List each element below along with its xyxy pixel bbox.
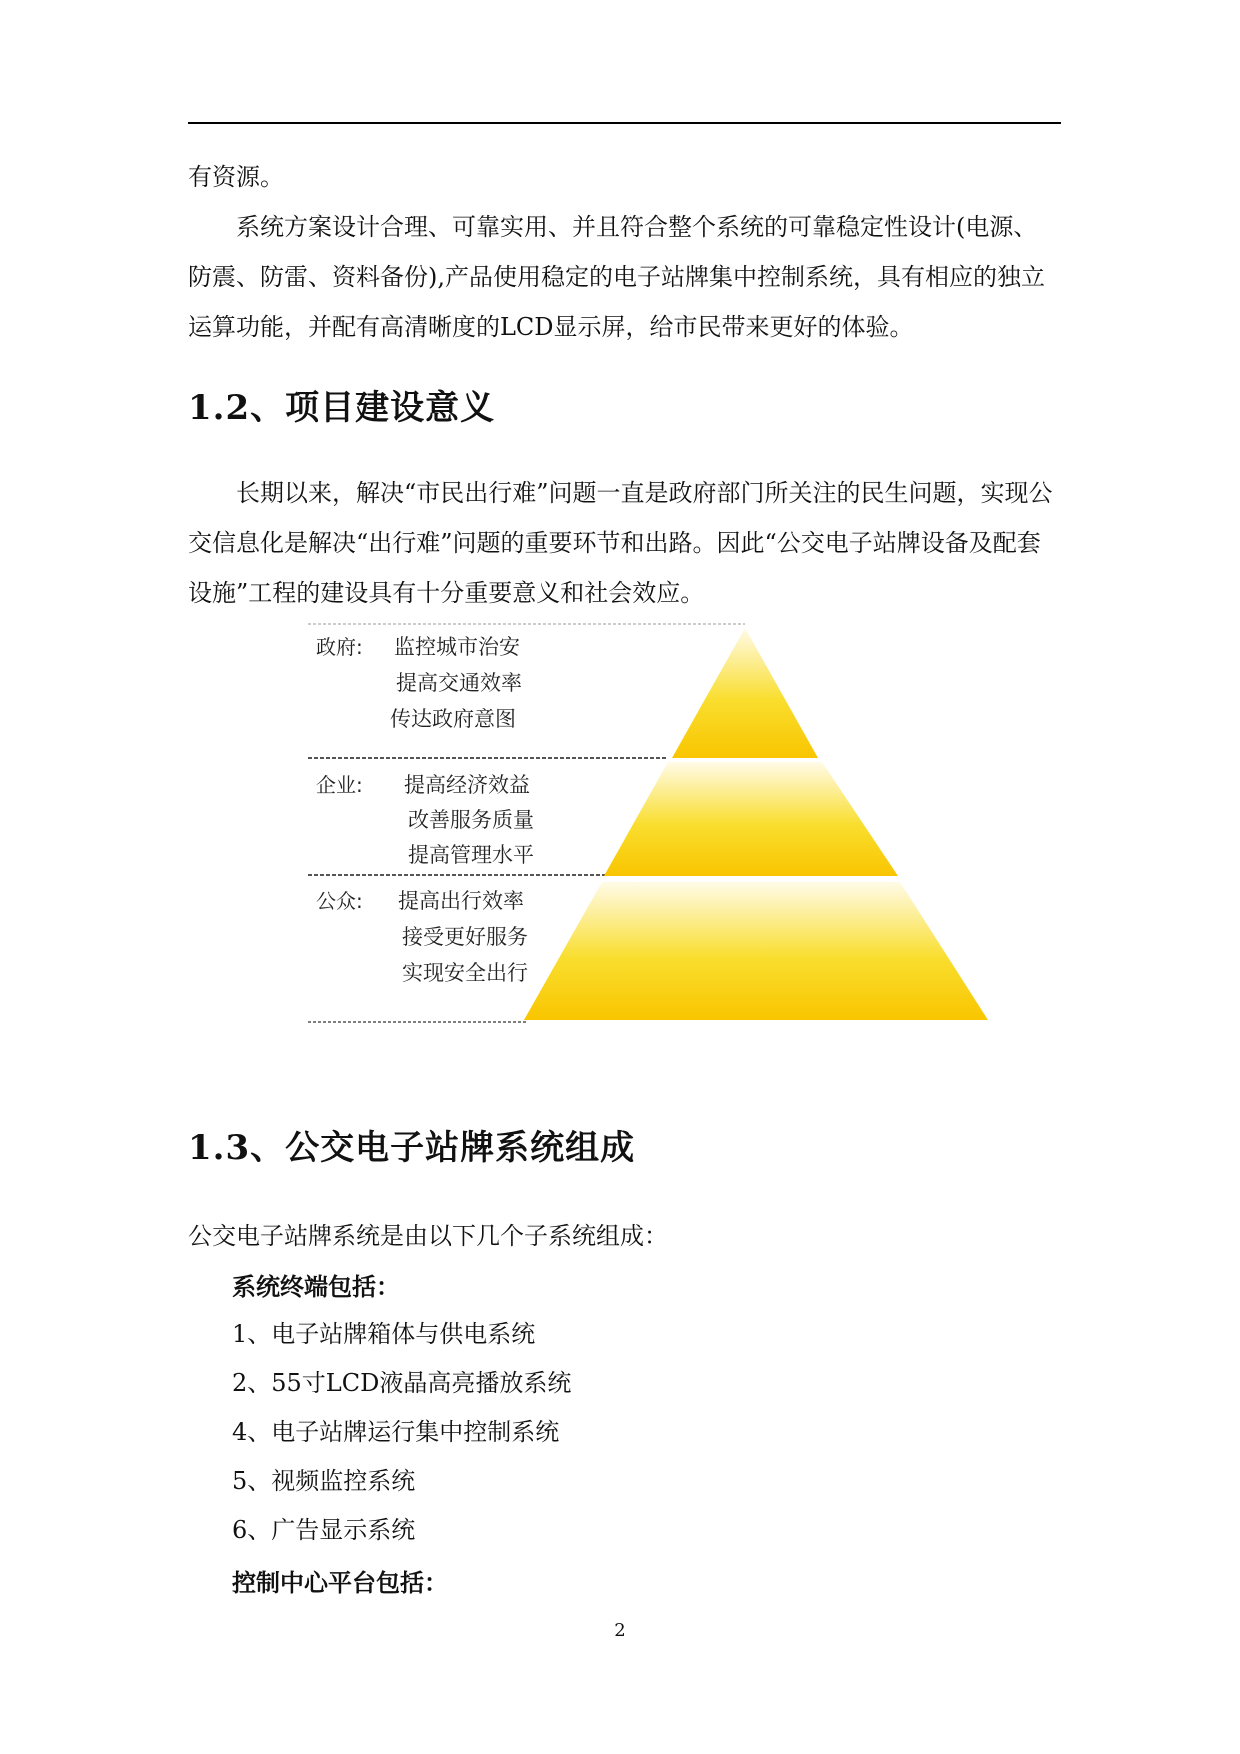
tier-label-enterprise: 企业: bbox=[316, 773, 363, 797]
tier-item: 改善服务质量 bbox=[408, 808, 534, 832]
list-item: 2、55寸LCD液晶高亮播放系统 bbox=[232, 1369, 572, 1397]
page-number: 2 bbox=[614, 1620, 626, 1641]
benefits-pyramid bbox=[308, 622, 988, 1024]
list-item: 5、视频监控系统 bbox=[232, 1467, 416, 1495]
list-item: 1、电子站牌箱体与供电系统 bbox=[232, 1320, 536, 1348]
continued-line: 有资源。 bbox=[188, 163, 284, 191]
intro-paragraph: 系统方案设计合理、可靠实用、并且符合整个系统的可靠稳定性设计(电源、防震、防雷、资料备份),产品使用稳定的电子站牌集中控制系统，具有相应的独立运算功能，并配有高清晰度的LCD显示屏，给市民带来更好的体验。 bbox=[188, 213, 1045, 341]
tier-item: 实现安全出行 bbox=[402, 961, 528, 985]
pyramid-tier-middle bbox=[604, 762, 898, 876]
tier-item: 接受更好服务 bbox=[402, 925, 528, 949]
tier-label-government: 政府: bbox=[316, 635, 363, 659]
tier-item: 提高经济效益 bbox=[404, 773, 530, 797]
pyramid-tier-bottom bbox=[524, 882, 988, 1020]
tier-item: 提高交通效率 bbox=[396, 671, 522, 695]
tier-item: 监控城市治安 bbox=[394, 635, 520, 659]
control-center-heading: 控制中心平台包括： bbox=[232, 1568, 448, 1597]
section-heading-1-3: 1.3、公交电子站牌系统组成 bbox=[188, 1128, 636, 1168]
list-item: 6、广告显示系统 bbox=[232, 1516, 416, 1544]
list-item: 4、电子站牌运行集中控制系统 bbox=[232, 1418, 560, 1446]
tier-item: 提高管理水平 bbox=[408, 843, 534, 867]
section-heading-1-2: 1.2、项目建设意义 bbox=[188, 388, 496, 428]
tier-item: 提高出行效率 bbox=[398, 889, 524, 913]
terminal-heading: 系统终端包括： bbox=[232, 1272, 400, 1301]
section-1-3-intro: 公交电子站牌系统是由以下几个子系统组成： bbox=[188, 1222, 668, 1250]
tier-label-public: 公众: bbox=[316, 889, 363, 913]
header-rule bbox=[188, 122, 1061, 124]
terminal-list bbox=[232, 1310, 1032, 1555]
section-1-2-paragraph: 长期以来，解决“市民出行难”问题一直是政府部门所关注的民生问题，实现公交信息化是解决“出行难”问题的重要环节和出路。因此“公交电子站牌设备及配套设施”工程的建设具有十分重要意义和社会效应。 bbox=[188, 479, 1053, 607]
tier-item: 传达政府意图 bbox=[390, 707, 516, 731]
pyramid-tier-top bbox=[672, 628, 818, 758]
